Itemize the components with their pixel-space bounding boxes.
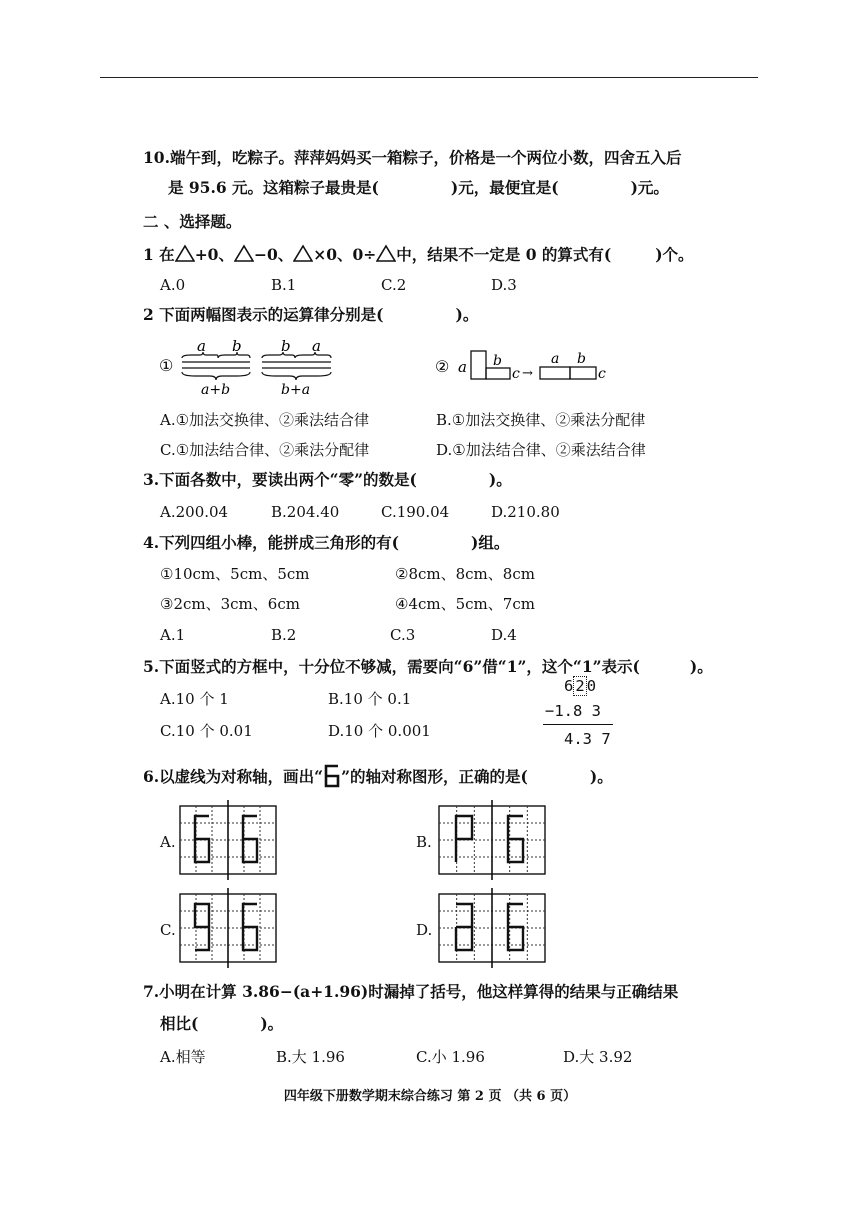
q1-post: 中，结果不一定是 0 的算式有( [396,245,612,264]
q6-stem-end: )。 [589,767,613,786]
q3-option-a[interactable]: A.200.04 [160,503,229,521]
q1-option-b[interactable]: B.1 [271,276,297,294]
q7-option-c[interactable]: C.小 1.96 [416,1048,485,1066]
q4-group-1: ①10cm、5cm、5cm [160,565,310,583]
section-title: 二 、选择题。 [143,212,242,231]
q6-stem-a: 6.以虚线为对称轴，画出“ [143,767,324,786]
q7-line2 [160,1014,283,1034]
page-footer: 四年级下册数学期末综合练习 第 2 页 （共 6 页） [283,1089,577,1104]
q10-line2 [168,178,669,198]
q5-stem-text: 5.下面竖式的方框中，十分位不够减，需要向“6”借“1”，这个“1”表示( [143,657,640,676]
q3-stem-end: )。 [488,470,512,489]
q6-grid-c[interactable] [178,888,278,968]
q7-option-d[interactable]: D.大 3.92 [563,1048,633,1066]
q6-grid-b[interactable] [437,800,547,880]
q1-end: )个。 [655,245,694,264]
q6-stem-b: ”的轴对称图形，正确的是( [341,767,528,786]
q7-text-b: )。 [260,1014,284,1033]
q1-stem [143,244,694,265]
fig1-sum2: b+a [281,382,311,398]
q7-line1: 7.小明在计算 3.86−(a+1.96)时漏掉了括号，他这样算得的结果与正确结果 [143,982,679,1001]
fig2-label-a: a [458,358,467,376]
q2-stem [143,305,478,325]
fig1-sum1: a+b [201,382,231,398]
q7-text-a: 相比( [160,1014,199,1033]
q2-stem-text: 2 下面两幅图表示的运算律分别是( [143,305,384,324]
digit-six-icon [323,763,341,789]
q10-text-a: 是 95.6 元。这箱粽子最贵是( [168,178,379,197]
q3-option-c[interactable]: C.190.04 [381,503,450,521]
q1-expr1: +0、 [194,245,234,264]
q3-stem-text: 3.下面各数中，要读出两个“零”的数是( [143,470,417,489]
fig2-label-a2: a [551,351,560,367]
calc-boxed-digit: 2 [575,677,585,695]
q10-line1: 10.端午到，吃粽子。萍萍妈妈买一箱粽子，价格是一个两位小数，四舍五入后 [143,148,682,167]
fig1-label-b: b [232,337,242,355]
q6-grid-a[interactable] [178,800,278,880]
q5-stem-end: )。 [689,657,713,676]
header-rule [100,77,758,78]
fig2-label-c: c [512,366,520,382]
q3-option-b[interactable]: B.204.40 [271,503,340,521]
q1-option-c[interactable]: C.2 [381,276,407,294]
q1-option-a[interactable]: A.0 [160,276,186,294]
q6-label-d[interactable]: D. [416,921,433,939]
q4-stem-end: )组。 [471,533,510,552]
q1-expr3: ×0、0÷ [313,245,377,264]
fig1-label-b2: b [281,337,291,355]
q2-option-b[interactable]: B.①加法交换律、②乘法分配律 [436,411,646,429]
q2-option-c[interactable]: C.①加法结合律、②乘法分配律 [160,441,370,459]
q4-group-3: ③2cm、3cm、6cm [160,595,300,613]
q2-option-a[interactable]: A.①加法交换律、②乘法结合律 [160,411,370,429]
q5-option-a[interactable]: A.10 个 1 [160,690,229,708]
fig2-label-b: b [493,353,502,369]
q2-figure-1 [155,334,355,402]
q7-option-b[interactable]: B.大 1.96 [276,1048,345,1066]
q3-stem [143,470,512,490]
q6-stem [143,763,613,789]
q5-option-b[interactable]: B.10 个 0.1 [328,690,412,708]
q1-expr2: −0、 [253,245,294,264]
calc-subtrahend: −1.8 3 [545,702,601,720]
q7-option-a[interactable]: A.相等 [160,1048,206,1066]
fig1-marker: ① [159,356,174,375]
calc-line [543,724,613,725]
calc-result: 4.3 7 [564,730,611,748]
q4-stem-text: 4.下列四组小棒，能拼成三角形的有( [143,533,400,552]
q4-stem [143,533,509,553]
fig2-marker: ② [435,357,450,376]
calc-top: 6 2 0 [564,677,597,695]
q5-option-c[interactable]: C.10 个 0.01 [160,722,253,740]
q5-stem [143,657,713,677]
q4-option-c[interactable]: C.3 [390,626,416,644]
triangle-icon [293,244,313,262]
q4-group-4: ④4cm、5cm、7cm [395,595,535,613]
fig1-label-a: a [197,337,206,355]
arrow-right-icon: → [522,366,533,381]
q1-pre: 1 在 [143,245,175,264]
q10-text-c: )元。 [630,178,669,197]
q2-option-d[interactable]: D.①加法结合律、②乘法结合律 [436,441,646,459]
q4-option-a[interactable]: A.1 [160,626,186,644]
fig1-label-a2: a [312,337,321,355]
q5-option-d[interactable]: D.10 个 0.001 [328,722,431,740]
q6-label-b[interactable]: B. [416,833,432,851]
q4-option-d[interactable]: D.4 [491,626,517,644]
q3-option-d[interactable]: D.210.80 [491,503,560,521]
q4-option-b[interactable]: B.2 [271,626,297,644]
fig2-label-c2: c [598,366,606,382]
q6-grid-d[interactable] [437,888,547,968]
q10-text-b: )元，最便宜是( [450,178,559,197]
triangle-icon [234,244,254,262]
triangle-icon [175,244,195,262]
q1-option-d[interactable]: D.3 [491,276,517,294]
q6-label-a[interactable]: A. [160,833,176,851]
q2-stem-end: )。 [455,305,479,324]
fig2-label-b2: b [577,351,586,367]
q2-figure-2 [432,346,622,386]
q6-label-c[interactable]: C. [160,921,176,939]
triangle-icon [376,244,396,262]
q4-group-2: ②8cm、8cm、8cm [395,565,535,583]
